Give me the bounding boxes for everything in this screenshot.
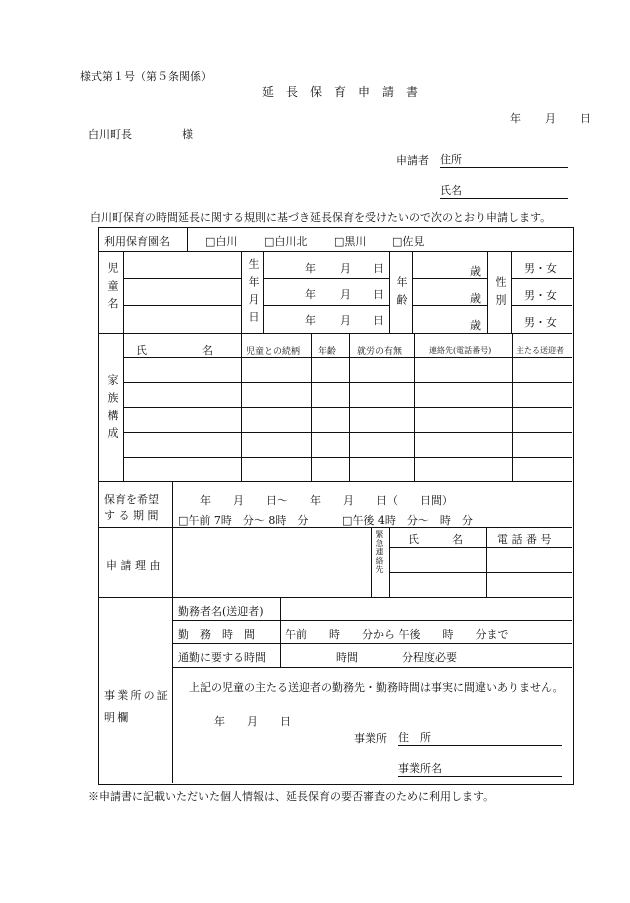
address-field[interactable] — [440, 151, 568, 168]
employer-name-label: 勤務者名(送迎者) — [178, 605, 264, 618]
nursery-option-kurokawa[interactable]: □黒川 — [334, 235, 367, 248]
employer-label: 事業所の証明欄 — [104, 689, 170, 724]
nursery-option-sami[interactable]: □佐見 — [392, 235, 425, 248]
emergency-phone-header: 電 話 番 号 — [497, 533, 552, 546]
dob-label: 生年月日 — [247, 258, 260, 329]
privacy-note: ※申請書に記載いただいた個人情報は、延長保育の要否審査のために利用します。 — [88, 790, 495, 803]
certify-text: 上記の児童の主たる送迎者の勤務先・勤務時間は事実に間違いありません。 — [189, 681, 564, 694]
period-label-1: 保育を希望 — [104, 493, 159, 506]
family-header-pickup: 主たる送迎者 — [516, 346, 564, 355]
family-header-contact: 連絡先(電話番号) — [429, 346, 492, 355]
sex-option-2[interactable]: 男・女 — [524, 289, 557, 302]
reason-label: 申 請 理 由 — [106, 559, 161, 572]
family-header-age: 年齢 — [318, 347, 337, 357]
work-hours-label: 勤 務 時 間 — [178, 628, 255, 641]
family-header-name: 氏 名 — [136, 344, 213, 357]
dob-year-3: 年 — [305, 314, 316, 327]
addressee: 白川町長 — [88, 128, 132, 141]
office-name-field[interactable] — [398, 760, 562, 777]
nursery-option-shirakawakita[interactable]: □白川北 — [264, 235, 308, 248]
nursery-option-shirakawa[interactable]: □白川 — [205, 235, 238, 248]
date-year: 年 — [510, 112, 521, 125]
commute-value[interactable]: 時間 分程度必要 — [336, 651, 457, 664]
period-am-option[interactable]: □午前 7時 分～ 8時 分 — [178, 514, 309, 527]
nursery-label: 利用保育園名 — [104, 235, 170, 248]
name-label: 氏名 — [440, 184, 462, 197]
dob-month-1: 月 — [340, 262, 351, 275]
period-dates[interactable]: 年 月 日～ 年 月 日（ 日間） — [200, 494, 453, 507]
dob-month-2: 月 — [340, 288, 351, 301]
applicant-label: 申請者 — [396, 154, 429, 167]
family-header-relation: 児童との続柄 — [246, 347, 301, 357]
age-unit-3: 歳 — [470, 319, 481, 332]
age-unit-1: 歳 — [470, 265, 481, 278]
addressee-honorific: 様 — [182, 128, 193, 141]
period-label-2: す る 期 間 — [104, 509, 159, 522]
dob-day-1: 日 — [373, 262, 384, 275]
emergency-name-header: 氏 名 — [408, 533, 463, 546]
dob-year-2: 年 — [305, 288, 316, 301]
child-name-label: 児童名 — [106, 262, 119, 315]
work-hours-value[interactable]: 午前 時 分から 午後 時 分まで — [285, 628, 509, 641]
date-day: 日 — [580, 112, 591, 125]
name-field[interactable] — [440, 182, 568, 199]
dob-day-2: 日 — [373, 288, 384, 301]
office-address-field[interactable] — [398, 729, 562, 746]
sex-label: 性別 — [494, 276, 507, 312]
family-label: 家族構成 — [106, 374, 119, 445]
office-name-label: 事業所名 — [398, 762, 442, 775]
period-pm-option[interactable]: □午後 4時 分～ 時 分 — [342, 514, 473, 527]
family-header-employment: 就労の有無 — [357, 347, 403, 357]
age-label: 年齢 — [395, 276, 408, 312]
sex-option-3[interactable]: 男・女 — [524, 316, 557, 329]
intro-text: 白川町保育の時間延長に関する規則に基づき延長保育を受けたいので次のとおり申請します。 — [90, 211, 552, 224]
emergency-label: 緊急連絡先 — [375, 530, 384, 574]
dob-month-3: 月 — [340, 314, 351, 327]
dob-day-3: 日 — [373, 314, 384, 327]
form-number: 様式第１号（第５条関係） — [80, 70, 212, 83]
address-label: 住所 — [440, 153, 462, 166]
sex-option-1[interactable]: 男・女 — [524, 262, 557, 275]
date-month: 月 — [545, 112, 556, 125]
page-title: 延 長 保 育 申 請 書 — [262, 85, 419, 99]
office-label: 事業所 — [354, 732, 387, 745]
dob-year-1: 年 — [305, 262, 316, 275]
commute-label: 通勤に要する時間 — [178, 651, 266, 664]
age-unit-2: 歳 — [470, 292, 481, 305]
office-address-label: 住 所 — [398, 731, 431, 744]
certify-date: 年 月 日 — [214, 715, 291, 728]
